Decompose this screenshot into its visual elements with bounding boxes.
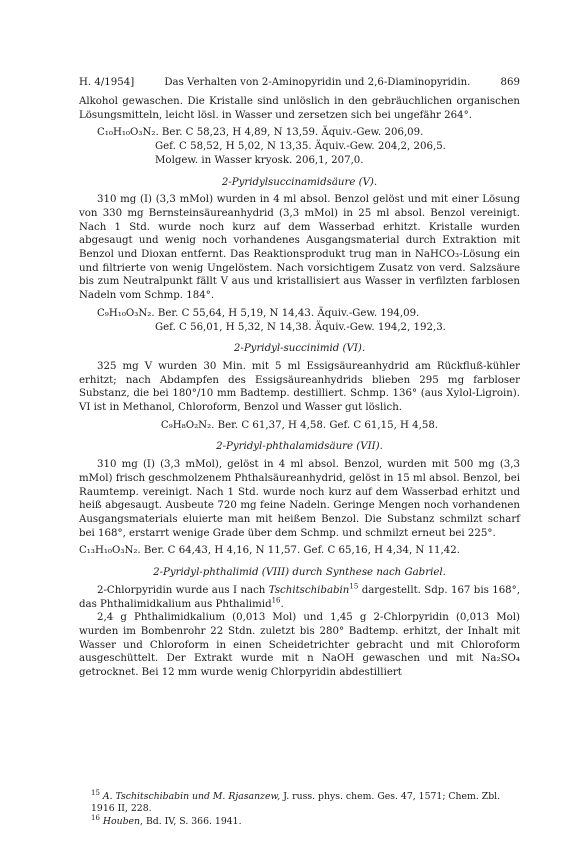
footnote-ref-15[interactable]: 15 (349, 582, 359, 591)
analysis-block-iv (79, 126, 520, 167)
formula-line: C₁₃H₁₀O₃N₂. Ber. C 64,43, H 4,16, N 11,57. Gef. C 65,16, H 4,34, N 11,42. (79, 545, 460, 557)
author-name: Tschitschibabin (268, 584, 350, 596)
analysis-block-vi (79, 419, 520, 433)
footnote-15 (79, 788, 520, 816)
found-line: Gef. C 56,01, H 5,32, N 14,38. Äquiv.-Gew. 194,2, 192,3. (155, 321, 446, 333)
section-title-vii: 2-Pyridyl-phthalamidsäure (VII). (216, 441, 383, 453)
footnote-16 (79, 813, 520, 828)
running-title: Das Verhalten von 2-Aminopyridin und 2,6-Diaminopyridin. (164, 77, 471, 88)
analysis-block-vii (79, 544, 520, 558)
footnote-text: Bd. IV, S. 366. 1941. (142, 815, 242, 827)
text-span: dargestellt. Sdp. 167 bis 168°, das Phthalimidkalium aus Phthalimid (79, 584, 520, 610)
paragraph-viii-a (79, 584, 520, 611)
footnote-number: 16 (91, 813, 100, 822)
paragraph-v: 310 mg (I) (3,3 mMol) wurden in 4 ml absol. Benzol gelöst und mit einer Lösung von 330 mg Bernsteinsäureanhydrid (3,3 mMol) in 25 ml absol. Benzol vereinigt. Nach 1 Std. wurde noch kurz auf dem Wasserbad erhitzt. Kristalle wurden abgesaugt und wenig noch vorhandenes Ausgangsmaterial durch Extraktion mit Benzol und Dioxan entfernt. Das Reaktionsprodukt trug man in NaHCO₃-Lösung ein und filtrierte von wenig Ungelöstem. Nach vorsichtigem Zusatz von verd. Salzsäure bis zum Neutralpunkt fällt V aus und kristallisiert aus Wasser in verfilzten farblosen Nadeln vom Schmp. 184°. (79, 194, 520, 302)
page-number: 869 (500, 77, 520, 88)
footnote-authors: Houben, (102, 815, 143, 827)
footnote-authors: A. Tschitschibabin und M. Rjasanzew, (102, 791, 281, 802)
running-header (79, 77, 520, 88)
formula-line: C₁₀H₁₀O₃N₂. Ber. C 58,23, H 4,89, N 13,59. Äquiv.-Gew. 206,09. (97, 127, 424, 139)
section-title-v: 2-Pyridylsuccinamidsäure (V). (221, 176, 378, 188)
footnote-text: J. russ. phys. chem. Ges. 47, 1571; Chem. Zbl. 1916 II, 228. (91, 791, 501, 815)
footnote-ref-16[interactable]: 16 (271, 596, 281, 605)
formula-line: C₉H₁₀O₃N₂. Ber. C 55,64, H 5,19, N 14,43. Äquiv.-Gew. 194,09. (97, 307, 420, 319)
paragraph-viii-b: 2,4 g Phthalimidkalium (0,013 Mol) und 1,45 g 2-Chlorpyridin (0,013 Mol) wurden im Bombenrohr 22 Stdn. zuletzt bis 280° Badtemp. erhitzt, der Inhalt mit Wasser und Chloroform in einen Scheidetrichter gebracht und mit Chloroform ausgeschüttelt. Der Extrakt wurde mit n NaOH gewaschen und mit Na₂SO₄ getrocknet. Bei 12 mm wurde wenig Chlorpyridin abdestilliert (79, 612, 520, 679)
body-text (79, 95, 520, 680)
formula-line: C₉H₈O₂N₂. Ber. C 61,37, H 4,58. Gef. C 61,15, H 4,58. (160, 419, 439, 431)
section-title-viii: 2-Pyridyl-phthalimid (VIII) durch Synthese nach Gabriel. (153, 567, 446, 579)
analysis-block-v (79, 307, 520, 334)
paragraph-vi: 325 mg V wurden 30 Min. mit 5 ml Essigsäureanhydrid am Rückfluß-kühler erhitzt; nach Abdampfen des Essigsäureanhydrids blieben 295 mg farbloser Substanz, die bei 180°/10 mm Badtemp. destilliert. Schmp. 136° (aus Xylol-Ligroin). VI ist in Methanol, Chloroform, Benzol und Wasser gut löslich. (79, 360, 520, 414)
footnote-number: 15 (91, 788, 100, 797)
found-line: Gef. C 58,52, H 5,02, N 13,35. Äquiv.-Gew. 204,2, 206,5. (155, 141, 446, 153)
journal-issue: H. 4/1954] (79, 77, 135, 88)
paragraph-vii: 310 mg (I) (3,3 mMol), gelöst in 4 ml absol. Benzol, wurden mit 500 mg (3,3 mMol) frisch geschmolzenem Phthalsäureanhydrid, gelöst in 15 ml absol. Benzol, bei Raumtemp. vereinigt. Nach 1 Std. wurde noch kurz auf dem Wasserbad erhitzt und heiß abgesaugt. Ausbeute 720 mg feine Nadeln. Geringe Mengen noch vorhandenen Ausgangsmaterials eluierte man mit heißem Benzol. Die Substanz schmilzt scharf bei 168°, erstarrt wenige Grade über dem Schmp. und schmilzt erneut bei 225°. (79, 459, 520, 539)
paragraph-continued: Alkohol gewaschen. Die Kristalle sind unlöslich in den gebräuchlichen organischen Lösungsmitteln, leicht lösl. in Wasser und zersetzen sich bei ungefähr 264°. (79, 96, 520, 121)
molweight-line: Molgew. in Wasser kryosk. 206,1, 207,0. (155, 154, 364, 166)
text-span: 2-Chlorpyridin wurde aus I nach (97, 584, 269, 596)
section-title-vi: 2-Pyridyl-succinimid (VI). (233, 343, 366, 355)
footnotes (79, 788, 520, 828)
text-span: . (280, 598, 284, 610)
